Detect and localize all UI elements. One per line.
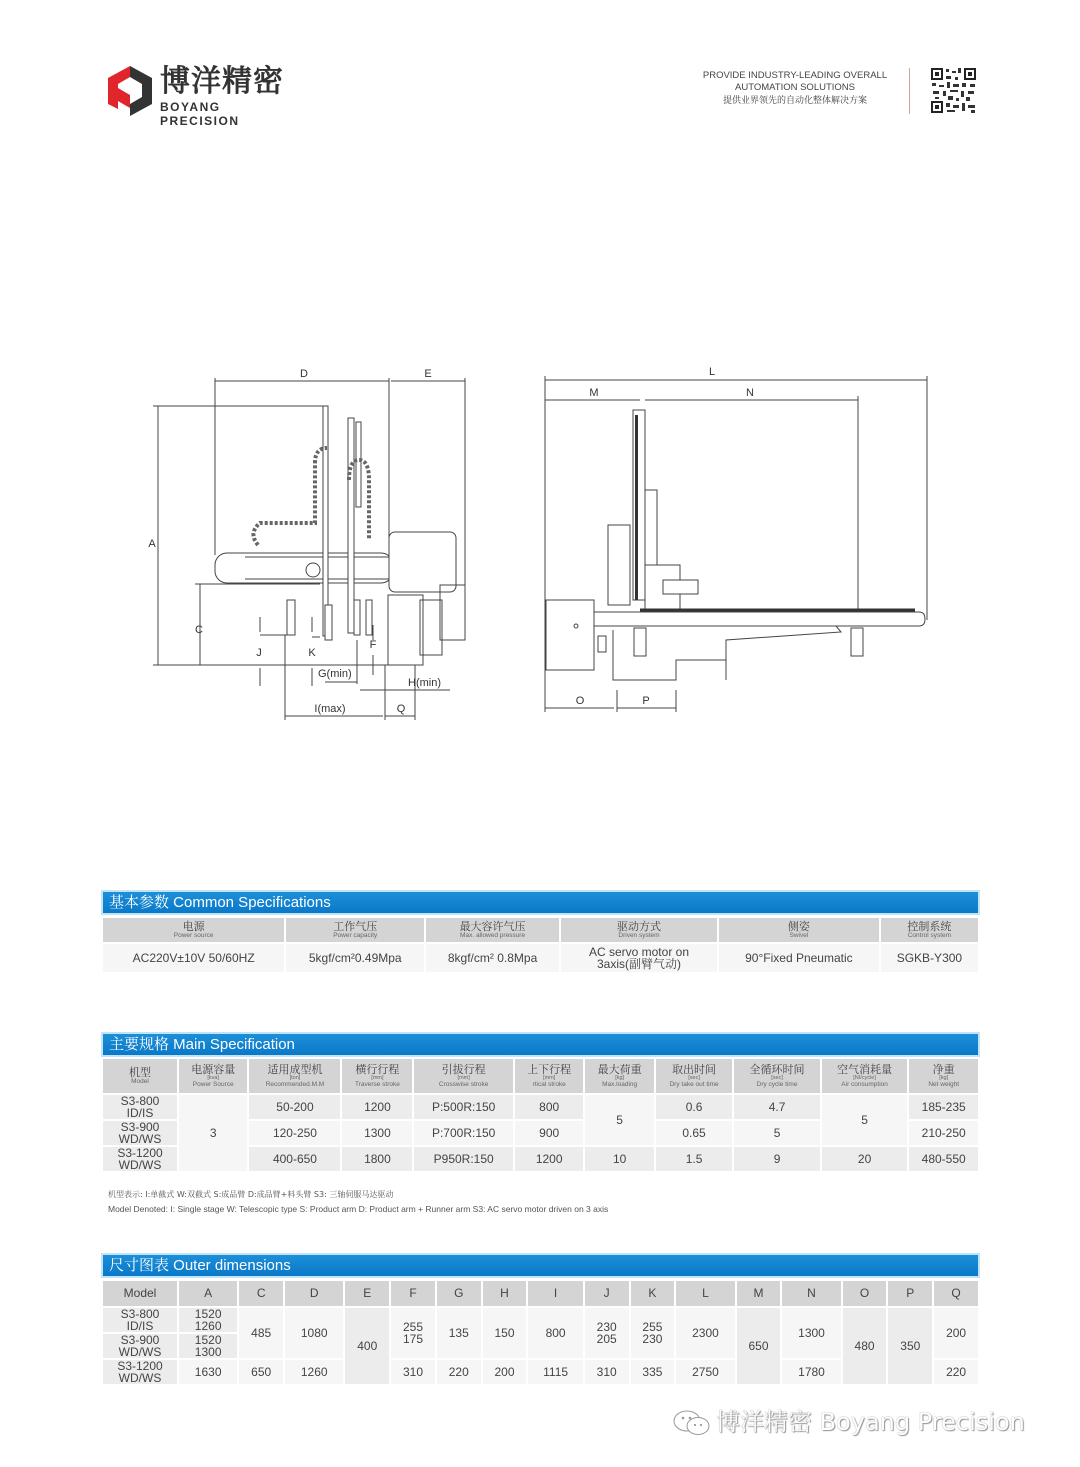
col-power-source: 电源 Power source <box>103 918 284 942</box>
dim-E-cell: 400 <box>345 1308 389 1384</box>
col-header-a: A <box>179 1281 237 1306</box>
brand-logo <box>104 64 304 128</box>
model-cell: S3-900 WD/WS <box>103 1334 177 1358</box>
dim-N-cell: 1300 <box>782 1308 840 1358</box>
label-K: K <box>308 647 316 659</box>
cycle-cell: 4.7 <box>734 1095 820 1119</box>
dim-Q-cell: 220 <box>934 1360 978 1384</box>
col-header: 最大荷重 [kg] Max.loading <box>585 1059 653 1093</box>
footer-watermark <box>672 1402 1025 1437</box>
vertical-cell: 900 <box>515 1121 583 1145</box>
brand-name-cn: 博洋精密 <box>160 64 284 99</box>
label-O: O <box>575 695 585 707</box>
col-header-e: E <box>345 1281 389 1306</box>
outer-dims-table <box>101 1279 980 1386</box>
weight-cell: 210-250 <box>909 1121 978 1145</box>
qr-code-icon <box>930 67 977 114</box>
header-divider <box>909 68 910 114</box>
label-G: G(min) <box>318 668 352 680</box>
col-header-n: N <box>782 1281 840 1306</box>
air-cell: 5 <box>822 1095 908 1145</box>
recommended-cell: 400-650 <box>249 1147 340 1171</box>
dim-N-cell: 1780 <box>782 1360 840 1384</box>
traverse-cell: 1200 <box>342 1095 412 1119</box>
footer-text: 博洋精密 Boyang Precision <box>716 1408 1025 1436</box>
col-header: 空气消耗量 [NI/cycle] Air consumption <box>822 1059 908 1093</box>
label-P: P <box>642 695 650 707</box>
label-L: L <box>708 366 716 378</box>
value-control-system: SGKB-Y300 <box>881 944 978 972</box>
dim-J-cell: 310 <box>585 1360 629 1384</box>
weight-cell: 480-550 <box>909 1147 978 1171</box>
crosswise-cell: P:500R:150 <box>414 1095 513 1119</box>
col-header-q: Q <box>934 1281 978 1306</box>
label-N: N <box>746 387 754 399</box>
value-driven-system: AC servo motor on 3axis(副臂气动) <box>561 944 717 972</box>
power-cell: 3 <box>179 1095 247 1171</box>
table-row <box>103 1308 978 1332</box>
outer-dims-title: 尺寸图表 Outer dimensions <box>103 1255 978 1276</box>
slogan-cn: 提供业界领先的自动化整体解决方案 <box>722 96 867 106</box>
col-header-p: P <box>888 1281 932 1306</box>
label-C: C <box>195 624 203 636</box>
slogan <box>690 70 900 107</box>
main-spec-table <box>101 1057 980 1173</box>
dim-I-cell: 800 <box>528 1308 582 1358</box>
table-row <box>103 1095 978 1119</box>
col-header-model: Model <box>103 1281 177 1306</box>
dim-H-cell: 150 <box>483 1308 527 1358</box>
col-header: 电源容量 [kva] Power Source <box>179 1059 247 1093</box>
main-spec-title: 主要规格 Main Specification <box>103 1034 978 1055</box>
col-header: 机型 Model <box>103 1059 177 1093</box>
model-cell: S3-1200 WD/WS <box>103 1147 177 1171</box>
max-loading-cell: 5 <box>585 1095 653 1145</box>
vertical-cell: 1200 <box>515 1147 583 1171</box>
vertical-cell: 800 <box>515 1095 583 1119</box>
take-out-cell: 0.65 <box>656 1121 732 1145</box>
common-specs-table <box>101 916 980 974</box>
slogan-en-line1: PROVIDE INDUSTRY-LEADING OVERALL <box>702 70 888 81</box>
dim-A-cell: 1520 1260 <box>179 1308 237 1332</box>
cycle-cell: 5 <box>734 1121 820 1145</box>
col-header: 适用成型机 [ton] Recommended.M.M <box>249 1059 340 1093</box>
col-control-system: 控制系统 Control system <box>881 918 978 942</box>
dim-G-cell: 135 <box>437 1308 481 1358</box>
col-header: 横行行程 [mm] Traverse stroke <box>342 1059 412 1093</box>
col-header: 全循环时间 [sec] Dry cycle time <box>734 1059 820 1093</box>
dim-I-cell: 1115 <box>528 1360 582 1384</box>
dim-C-cell: 650 <box>239 1360 283 1384</box>
model-note-cn: 机型表示: I:单截式 W:双截式 S:成品臂 D:成品臂+料头臂 S3: 三轴伺服马达驱动 <box>108 1190 394 1199</box>
col-header-m: M <box>737 1281 781 1306</box>
cycle-cell: 9 <box>734 1147 820 1171</box>
dim-G-cell: 220 <box>437 1360 481 1384</box>
dim-H-cell: 200 <box>483 1360 527 1384</box>
dim-F-cell: 255 175 <box>391 1308 435 1358</box>
crosswise-cell: P:700R:150 <box>414 1121 513 1145</box>
weight-cell: 185-235 <box>909 1095 978 1119</box>
front-view-drawing <box>148 368 465 720</box>
col-header-i: I <box>528 1281 582 1306</box>
dim-P-cell: 350 <box>888 1308 932 1384</box>
common-specs-title: 基本参数 Common Specifications <box>103 892 978 913</box>
label-I: I(max) <box>314 703 346 715</box>
col-header-h: H <box>483 1281 527 1306</box>
label-J: J <box>256 647 262 659</box>
col-power-capacity: 工作气压 Power capacity <box>286 918 424 942</box>
brand-name-en: BOYANG PRECISION <box>160 100 240 128</box>
value-power-capacity: 5kgf/cm²0.49Mpa <box>286 944 424 972</box>
dim-O-cell: 480 <box>843 1308 887 1384</box>
col-header-j: J <box>585 1281 629 1306</box>
value-power-source: AC220V±10V 50/60HZ <box>103 944 284 972</box>
model-note-en: Model Denoted: I: Single stage W: Telescopic type S: Product arm D: Product arm + Runner arm S3: AC servo motor driven on 3 axis <box>108 1204 609 1214</box>
col-header: 净重 [kg] Net weight <box>909 1059 978 1093</box>
label-M: M <box>589 387 599 399</box>
air-cell: 20 <box>822 1147 908 1171</box>
traverse-cell: 1800 <box>342 1147 412 1171</box>
label-E: E <box>424 368 432 380</box>
label-D: D <box>300 368 308 380</box>
col-driven-system: 驱动方式 Driven system <box>561 918 717 942</box>
recommended-cell: 50-200 <box>249 1095 340 1119</box>
col-header: 引拔行程 [mm] Crosswise stroke <box>414 1059 513 1093</box>
dim-D-cell: 1080 <box>285 1308 343 1358</box>
col-header-o: O <box>843 1281 887 1306</box>
dim-L-cell: 2750 <box>676 1360 734 1384</box>
col-header: 取出时间 [sec] Dry take out time <box>656 1059 732 1093</box>
col-header: 上下行程 [mm] rtical stroke <box>515 1059 583 1093</box>
col-header-l: L <box>676 1281 734 1306</box>
dim-F-cell: 310 <box>391 1360 435 1384</box>
take-out-cell: 1.5 <box>656 1147 732 1171</box>
dim-A-cell: 1520 1300 <box>179 1334 237 1358</box>
recommended-cell: 120-250 <box>249 1121 340 1145</box>
col-header-d: D <box>285 1281 343 1306</box>
col-max-pressure: 最大容许气压 Max. allowed pressure <box>426 918 559 942</box>
label-A: A <box>148 538 156 550</box>
dim-J-cell: 230 205 <box>585 1308 629 1358</box>
model-cell: S3-900 WD/WS <box>103 1121 177 1145</box>
dim-D-cell: 1260 <box>285 1360 343 1384</box>
model-cell: S3-1200 WD/WS <box>103 1360 177 1384</box>
side-view-drawing <box>545 366 927 712</box>
value-max-pressure: 8kgf/cm² 0.8Mpa <box>426 944 559 972</box>
label-Q: Q <box>396 703 406 715</box>
dim-K-cell: 255 230 <box>631 1308 675 1358</box>
col-swivel: 侧姿 Swivel <box>719 918 879 942</box>
col-header-c: C <box>239 1281 283 1306</box>
crosswise-cell: P950R:150 <box>414 1147 513 1171</box>
dim-M-cell: 650 <box>737 1308 781 1384</box>
col-header-k: K <box>631 1281 675 1306</box>
model-cell: S3-800 ID/IS <box>103 1308 177 1332</box>
take-out-cell: 0.6 <box>656 1095 732 1119</box>
wechat-icon <box>672 1409 712 1437</box>
dim-L-cell: 2300 <box>676 1308 734 1358</box>
col-header-f: F <box>391 1281 435 1306</box>
max-loading-cell: 10 <box>585 1147 653 1171</box>
logo-cube-icon <box>104 64 156 118</box>
model-cell: S3-800 ID/IS <box>103 1095 177 1119</box>
col-header-g: G <box>437 1281 481 1306</box>
dim-A-cell: 1630 <box>179 1360 237 1384</box>
value-swivel: 90°Fixed Pneumatic <box>719 944 879 972</box>
dim-K-cell: 335 <box>631 1360 675 1384</box>
dim-C-cell: 485 <box>239 1308 283 1358</box>
label-F: F <box>369 639 377 651</box>
traverse-cell: 1300 <box>342 1121 412 1145</box>
dim-Q-cell: 200 <box>934 1308 978 1358</box>
slogan-en-line2: AUTOMATION SOLUTIONS <box>735 82 855 93</box>
label-H: H(min) <box>408 677 441 689</box>
